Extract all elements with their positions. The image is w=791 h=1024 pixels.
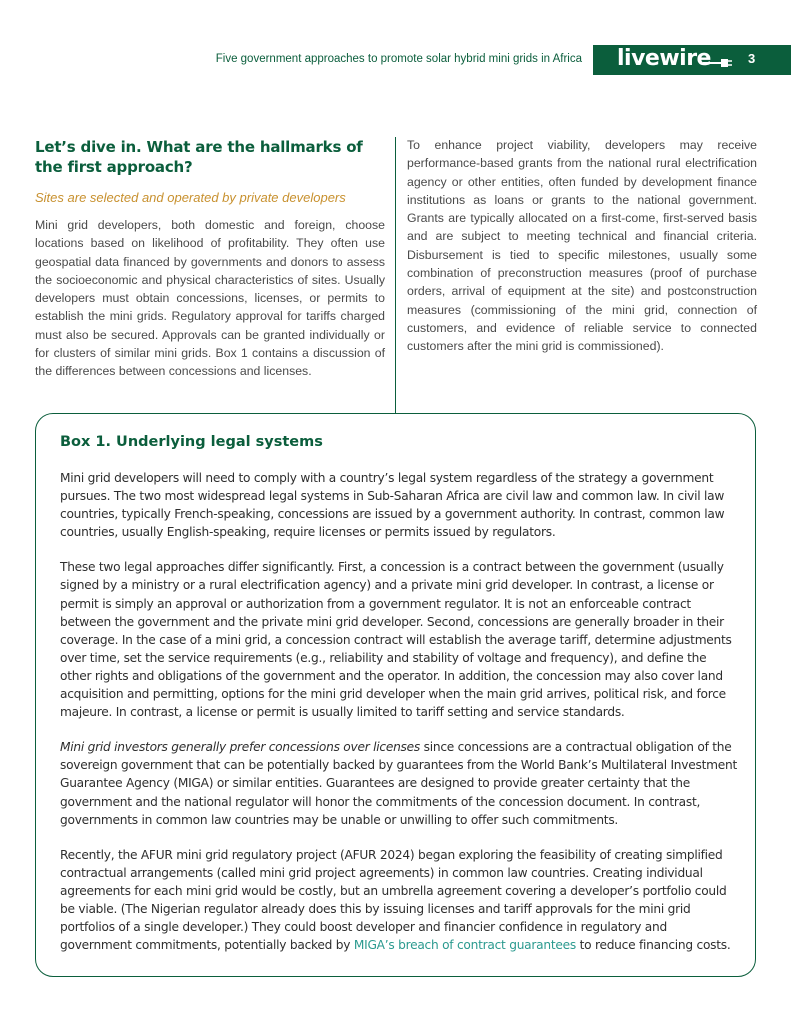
box-paragraph-3-text: since concessions are a contractual obligation of the sovereign government that can be potentially backed by guarantees from the World Bank’s Multilateral Investment Guarantee Agency (MIGA) or similar entities. Guarantees are designed to provide greater certainty that the government and the national regulator will honor the commitments of the concession document. In contrast, governments in common law countries may be unable or unwilling to offer such commitments. xyxy=(60,740,737,827)
box-content xyxy=(60,469,738,954)
box-paragraph-4-text: Recently, the AFUR mini grid regulatory project (AFUR 2024) began exploring the feasibility of creating simplified contractual arrangements (called mini grid project agreements) in common law countries. Creating individual agreements for each mini grid would be costly, but an umbrella agreement covering a developer’s portfolio could be viable. (The Nigerian regulator already does this by issuing licenses and tariff approvals for the mini grid portfolios of a single developer.) They could boost developer and financier confidence in regulatory and government commitments, potentially backed by xyxy=(60,847,727,953)
column-divider xyxy=(395,137,396,413)
section-heading: Let’s dive in. What are the hallmarks of the first approach? xyxy=(35,138,363,176)
box-title: Box 1. Underlying legal systems xyxy=(60,434,323,450)
box-paragraph-3-emphasis: Mini grid investors generally prefer concessions over licenses xyxy=(60,740,420,755)
section-subheading: Sites are selected and operated by private developers xyxy=(35,190,346,205)
livewire-logo: livewire xyxy=(617,46,711,71)
box-1 xyxy=(35,413,756,977)
page-number: 3 xyxy=(748,51,756,66)
box-paragraph-3 xyxy=(60,738,738,828)
box-paragraph-2: These two legal approaches differ significantly. First, a concession is a contract between the government (usually signed by a ministry or a rural electrification agency) and a private mini grid developer. In contrast, a license or permit is simply an approval or authorization from a government regulator. It is not an enforceable contract between the government and the private mini grid developer. Second, concessions are generally broader in their coverage. In the case of a mini grid, a concession contract will establish the average tariff, determine adjustments over time, set the service requirements (e.g., reliability and stability of voltage and frequency), and define the other rights and obligations of the government and the operator. In addition, the concession may also cover land acquisition and permitting, options for the mini grid developer when the main grid arrives, political risk, and force majeure. In contrast, a license or permit is usually limited to tariff setting and service standards. xyxy=(60,560,732,720)
box-paragraph-4 xyxy=(60,846,738,955)
left-paragraph: Mini grid developers, both domestic and foreign, choose locations based on likelihood of profitability. They often use geospatial data financed by governments and donors to assess the socioeconomic and physical characteristics of sites. Usually developers must obtain concessions, licenses, or permits to establish the mini grids. Regulatory approval for tariffs charged must also be secured. Approvals can be granted individually or for clusters of similar mini grids. Box 1 contains a discussion of the differences between concessions and licenses. xyxy=(35,218,385,379)
brand-bar xyxy=(593,45,791,75)
left-column xyxy=(35,137,385,381)
plug-icon xyxy=(703,54,733,68)
box-paragraph-4-end: to reduce financing costs. xyxy=(575,938,731,953)
miga-guarantees-link[interactable]: MIGA’s breach of contract guarantees xyxy=(353,938,576,953)
right-paragraph: To enhance project viability, developers may receive performance-based grants from the national rural electrification agency or other entities, often funded by development finance institutions as loans or grants to the national government. Grants are typically allocated on a first-come, first-served basis and are subject to meeting technical and financial criteria. Disbursement is tied to specific milestones, usually some combination of preconstruction measures (proof of purchase orders, arrival of equipment at the site) and postconstruction measures (commissioning of the mini grid, connection of customers, and evidence of reliable service to connected customers after the mini grid is commissioned). xyxy=(407,138,757,354)
right-column xyxy=(407,136,757,356)
header-title: Five government approaches to promote solar hybrid mini grids in Africa xyxy=(215,53,582,65)
box-paragraph-1: Mini grid developers will need to comply with a country’s legal system regardless of the strategy a government pursues. The two most widespread legal systems in Sub-Saharan Africa are civil law and common law. In civil law countries, typically French-speaking, concessions are issued by a government authority. In contrast, common law countries, usually English-speaking, require licenses or permits issued by regulators. xyxy=(60,471,725,540)
